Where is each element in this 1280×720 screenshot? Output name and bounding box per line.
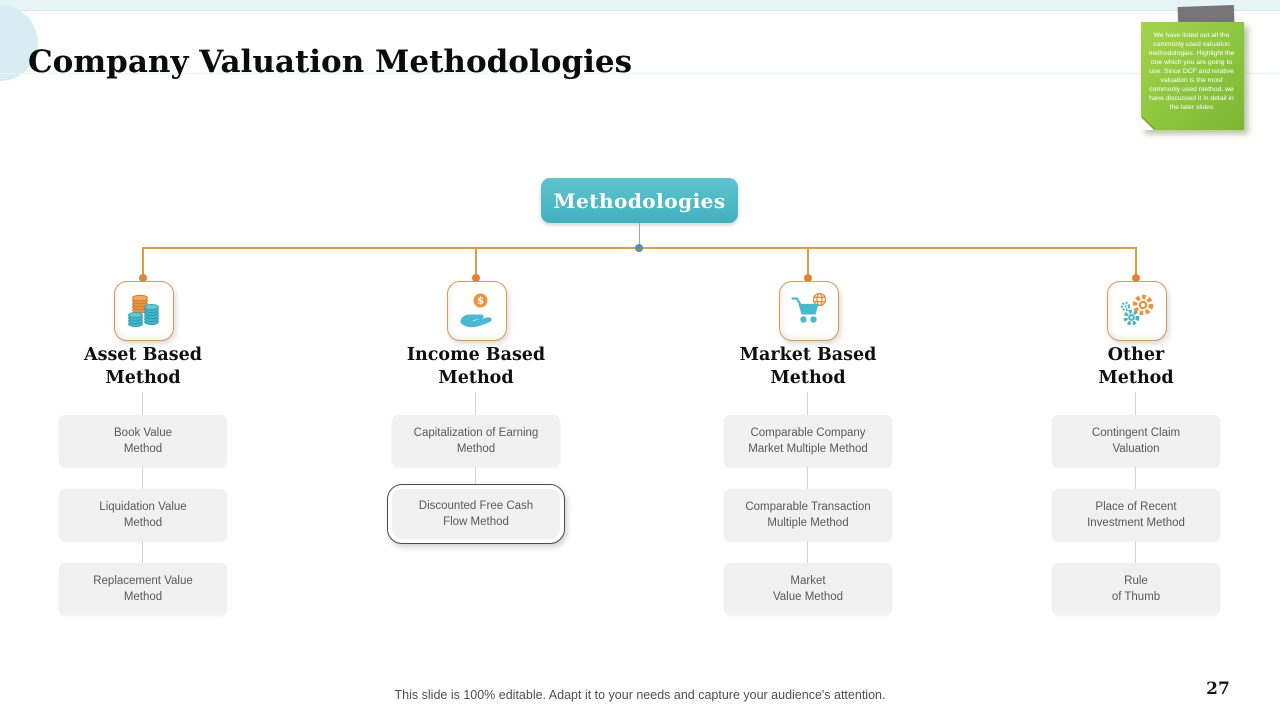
item-rule-of-thumb [1052,563,1220,615]
item-text: Book Value [114,427,172,439]
item-text: Method [123,443,163,455]
item-comparable-company-market-multiple-method [724,415,892,467]
connector-center-dot [635,244,643,252]
income-based-icon-box [447,281,507,341]
asset-connector-2 [142,467,143,489]
income-based-title-line1: Income Based [406,345,546,365]
top-accent-band [0,0,1280,11]
sticky-note [1141,22,1244,130]
other-method-title-line1: Other [1107,345,1165,365]
item-text: Replacement Value [93,575,193,587]
item-text: Flow Method [443,516,509,528]
market-connector-2 [807,467,808,489]
market-based-title-line1: Market Based [739,345,877,365]
income-based-title-line2: Method [438,368,514,388]
asset-based-title-line2: Method [105,368,181,388]
item-text: Value Method [772,591,844,603]
income-connector-1 [475,392,476,415]
other-connector-1 [1135,392,1136,415]
branch-drop-line-3 [807,247,809,277]
item-text: Liquidation Value [99,501,187,513]
market-connector-3 [807,541,808,563]
root-node-methodologies: Methodologies [541,178,738,223]
item-text: Discounted Free Cash [418,500,534,512]
other-method-icon-box [1107,281,1167,341]
footer-note: This slide is 100% editable. Adapt it to your needs and capture your audience's attention. [394,688,886,702]
item-replacement-value-method [59,563,227,615]
item-market-value-method [724,563,892,615]
page-title: Company Valuation Methodologies [28,43,633,80]
market-based-icon-box [779,281,839,341]
item-book-value-method [59,415,227,467]
sticky-note-fold [1141,117,1154,130]
item-text: Place of Recent [1095,501,1177,513]
item-text: Method [456,443,496,455]
other-connector-3 [1135,541,1136,563]
other-connector-2 [1135,467,1136,489]
item-contingent-claim-valuation [1052,415,1220,467]
hand-dollar-icon [457,291,497,331]
item-text: of Thumb [1111,591,1161,603]
page-number: 27 [1206,679,1230,699]
gears-icon [1117,291,1157,331]
market-connector-1 [807,392,808,415]
market-based-title [718,344,898,390]
other-method-title [1046,344,1226,390]
highlighted-item-inner [392,489,560,539]
item-text: Method [123,517,163,529]
item-text: Contingent Claim [1091,427,1181,439]
branch-drop-line-2 [475,247,477,277]
item-discounted-free-cash-flow-method [387,484,565,544]
item-capitalization-of-earning-method [392,415,560,467]
item-text: Method [123,591,163,603]
item-place-of-recent-investment-method [1052,489,1220,541]
item-text: Multiple Method [767,517,849,529]
item-text: Market Multiple Method [748,443,868,455]
branch-drop-line-1 [142,247,144,277]
coins-icon [124,291,164,331]
item-comparable-transaction-multiple-method [724,489,892,541]
income-based-title [386,344,566,390]
item-text: Rule [1124,575,1148,587]
sticky-note-text: We have listed out all the commonly used valuation methodologies. Highlight the one which you are going to use. Since DCF and relative valuation is the most commonly used method, we have discussed it in detail in the later slides [1148,32,1235,111]
asset-based-title-line1: Asset Based [84,345,202,365]
item-liquidation-value-method [59,489,227,541]
item-text: Capitalization of Earning [413,427,539,439]
branch-drop-line-4 [1135,247,1137,277]
svg-text:$: $ [476,295,485,307]
asset-based-title [53,344,233,390]
asset-connector-3 [142,541,143,563]
item-text: Comparable Transaction [745,501,871,513]
asset-based-icon-box [114,281,174,341]
item-text: Comparable Company [750,427,866,439]
cart-globe-icon [789,291,829,331]
market-based-title-line2: Method [770,368,846,388]
other-method-title-line2: Method [1098,368,1174,388]
item-text: Investment Method [1087,517,1185,529]
item-text: Valuation [1112,443,1160,455]
income-connector-2 [475,467,476,484]
item-text: Market [790,575,826,587]
asset-connector-1 [142,392,143,415]
